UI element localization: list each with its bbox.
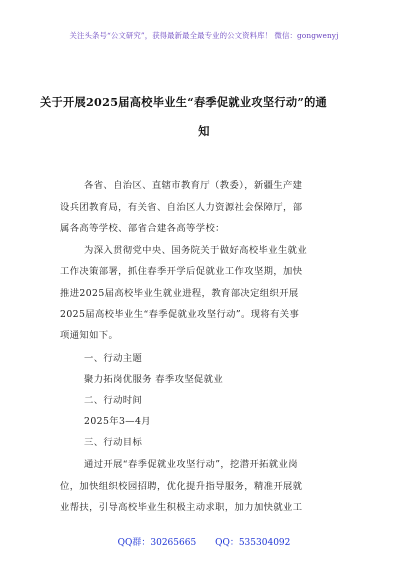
recipients-line-3: 属各高等学校、部省合建各高等学校： [60, 223, 225, 234]
section-3-line-1: 通过开展“春季促就业攻坚行动”，挖潜开拓就业岗 [84, 459, 298, 470]
qq-group-number: QQ群：30265665 [117, 538, 197, 548]
section-3-line-3: 业帮扶，引导高校毕业生积极主动求职，加力加快就业工 [60, 502, 303, 513]
contact-footer [0, 535, 408, 548]
intro-line-5: 项通知如下。 [60, 330, 119, 341]
recipients-line-1: 各省、自治区、直辖市教育厅（教委），新疆生产建 [84, 180, 303, 191]
section-3-heading: 三、行动目标 [84, 437, 143, 448]
intro-line-4: 2025届高校毕业生“春季促就业攻坚行动”。现将有关事 [60, 309, 300, 320]
intro-line-3: 推进2025届高校毕业生就业进程，教育部决定组织开展 [60, 288, 299, 299]
recipients-line-2: 设兵团教育局，有关省、自治区人力资源社会保障厅，部 [60, 202, 303, 213]
intro-line-1: 为深入贯彻党中央、国务院关于做好高校毕业生就业 [84, 245, 308, 256]
section-3-line-2: 位，加快组织校园招聘，优化提升指导服务，精准开展就 [60, 481, 303, 492]
section-1-text: 聚力拓岗优服务 春季攻坚促就业 [84, 374, 224, 385]
section-1-heading: 一、行动主题 [84, 353, 143, 364]
section-2-text: 2025年3—4月 [84, 416, 151, 427]
intro-line-2: 工作决策部署，抓住春季开学后促就业工作攻坚期，加快 [60, 266, 303, 277]
qq-number: QQ：535304092 [215, 538, 291, 548]
document-title-line2: 知 [198, 124, 210, 138]
document-title-line1: 关于开展2025届高校毕业生“春季促就业攻坚行动”的通 [40, 95, 328, 109]
section-2-heading: 二、行动时间 [84, 395, 143, 406]
promo-banner: 关注头条号“公文研究”，获得最新最全最专业的公文资料库！ 微信：gongwenyj [69, 31, 339, 40]
